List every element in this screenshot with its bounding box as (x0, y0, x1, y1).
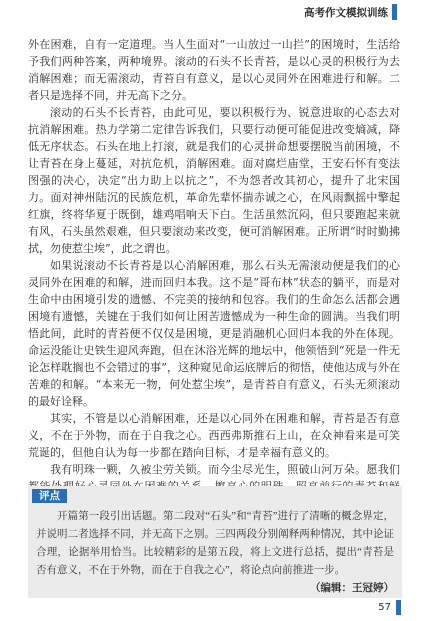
page-number-accent-bar (396, 600, 401, 615)
running-header-title: 高考作文模拟训练 (304, 7, 388, 19)
essay-body (28, 36, 400, 482)
essay-paragraph: 如果说滚动不长青苔是以心消解困难，那么石头无需滚动便是我们的心灵同外在困难的和解，进而回归本我。这不是“哥布林”状态的躺平，而是对生命中由困境引发的遗憾、不完美的接纳和包容。我们的生命怎么活都会遇困境有遗憾，关键在于我们如何让困苦遗憾成为一种生命的圆满。当我们明悟此间，此时的青苔便不仅仅是困境，更是消融机心回归本我的外在体现。命运没能让史铁生迎风奔跑，但在沐浴光辉的地坛中，他领悟到“死是一件无论怎样耽搁也不会错过的事”，这种窥见命运底牌后的彻悟，使他达成与外在苦难的和解。“本来无一物，何处惹尘埃”，是青苔自有意义，石头无须滚动的最好诠释。 (28, 259, 400, 408)
essay-paragraph: 外在困难，自有一定道理。当人生面对“一山放过一山拦”的困境时，生活给予我们两种答案，两种境界。滚动的石头不长青苔，是以心灵的积极行为去消解困难；而无需滚动，青苔自有意义，是以心灵同外在困难进行和解。二者只是选择不同，并无高下之分。 (28, 38, 400, 102)
comment-text: 开篇第一段引出话题。第二段对“石头”和“青苔”进行了清晰的概念界定，并说明二者选择不同，并无高下之别。三四两段分别阐释两种情况，其中论证合理，论据举用恰当。比较精彩的是第五段，将上文进行总括，提出“青苔是否有意义，不在于外物，而在于自我之心”，将论点向前推进一步。 (36, 511, 394, 576)
essay-paragraph: 滚动的石头不长青苔，由此可见，要以积极行为、锐意进取的心态去对抗消解困难。热力学第二定律告诉我们，只要行动便可能促进改变熵减，降低无序状态。石头在地上打滚，就是我们的心灵拼命想要摆脱当前困境，不让青苔在身上蔓延，对抗危机，消解困难。面对腐烂庙堂，王安石怀有变法图强的决心，决定“出力助上以抗之”，不为怨者改其初心，提升了北宋国力。面对神州陆沉的民族危机，革命先辈怀揣赤诚之心，在风雨飘摇中擎起红旗，终将华夏于既倒，雄鸡唱响天下白。生活虽然沉闷，但只要跑起来就有风，石头虽然艰难，但只要滚动来改变，便可消解困难。正所谓“时时勤拂拭，勿使惹尘埃”，此之谓也。 (28, 106, 400, 255)
essay-paragraph: 其实，不管是以心消解困难，还是以心同外在困难和解，青苔是否有意义，不在于外物，而在于自我之心。西西弗斯推石上山，在众神看来是可笑荒诞的，但他自认为每一步都在踏向目标，才是幸福有意义的。 (28, 412, 400, 459)
comment-label: 评点 (32, 489, 67, 503)
comment-box (28, 486, 402, 598)
essay-paragraph: 我有明珠一颗，久被尘劳关锁。而今尘尽光生，照破山河万朵。愿我们 (50, 463, 400, 476)
header-accent-bar (392, 4, 397, 20)
page-number: 57 (378, 602, 391, 613)
editor-credit: （编辑：王冠婷） (310, 583, 394, 594)
